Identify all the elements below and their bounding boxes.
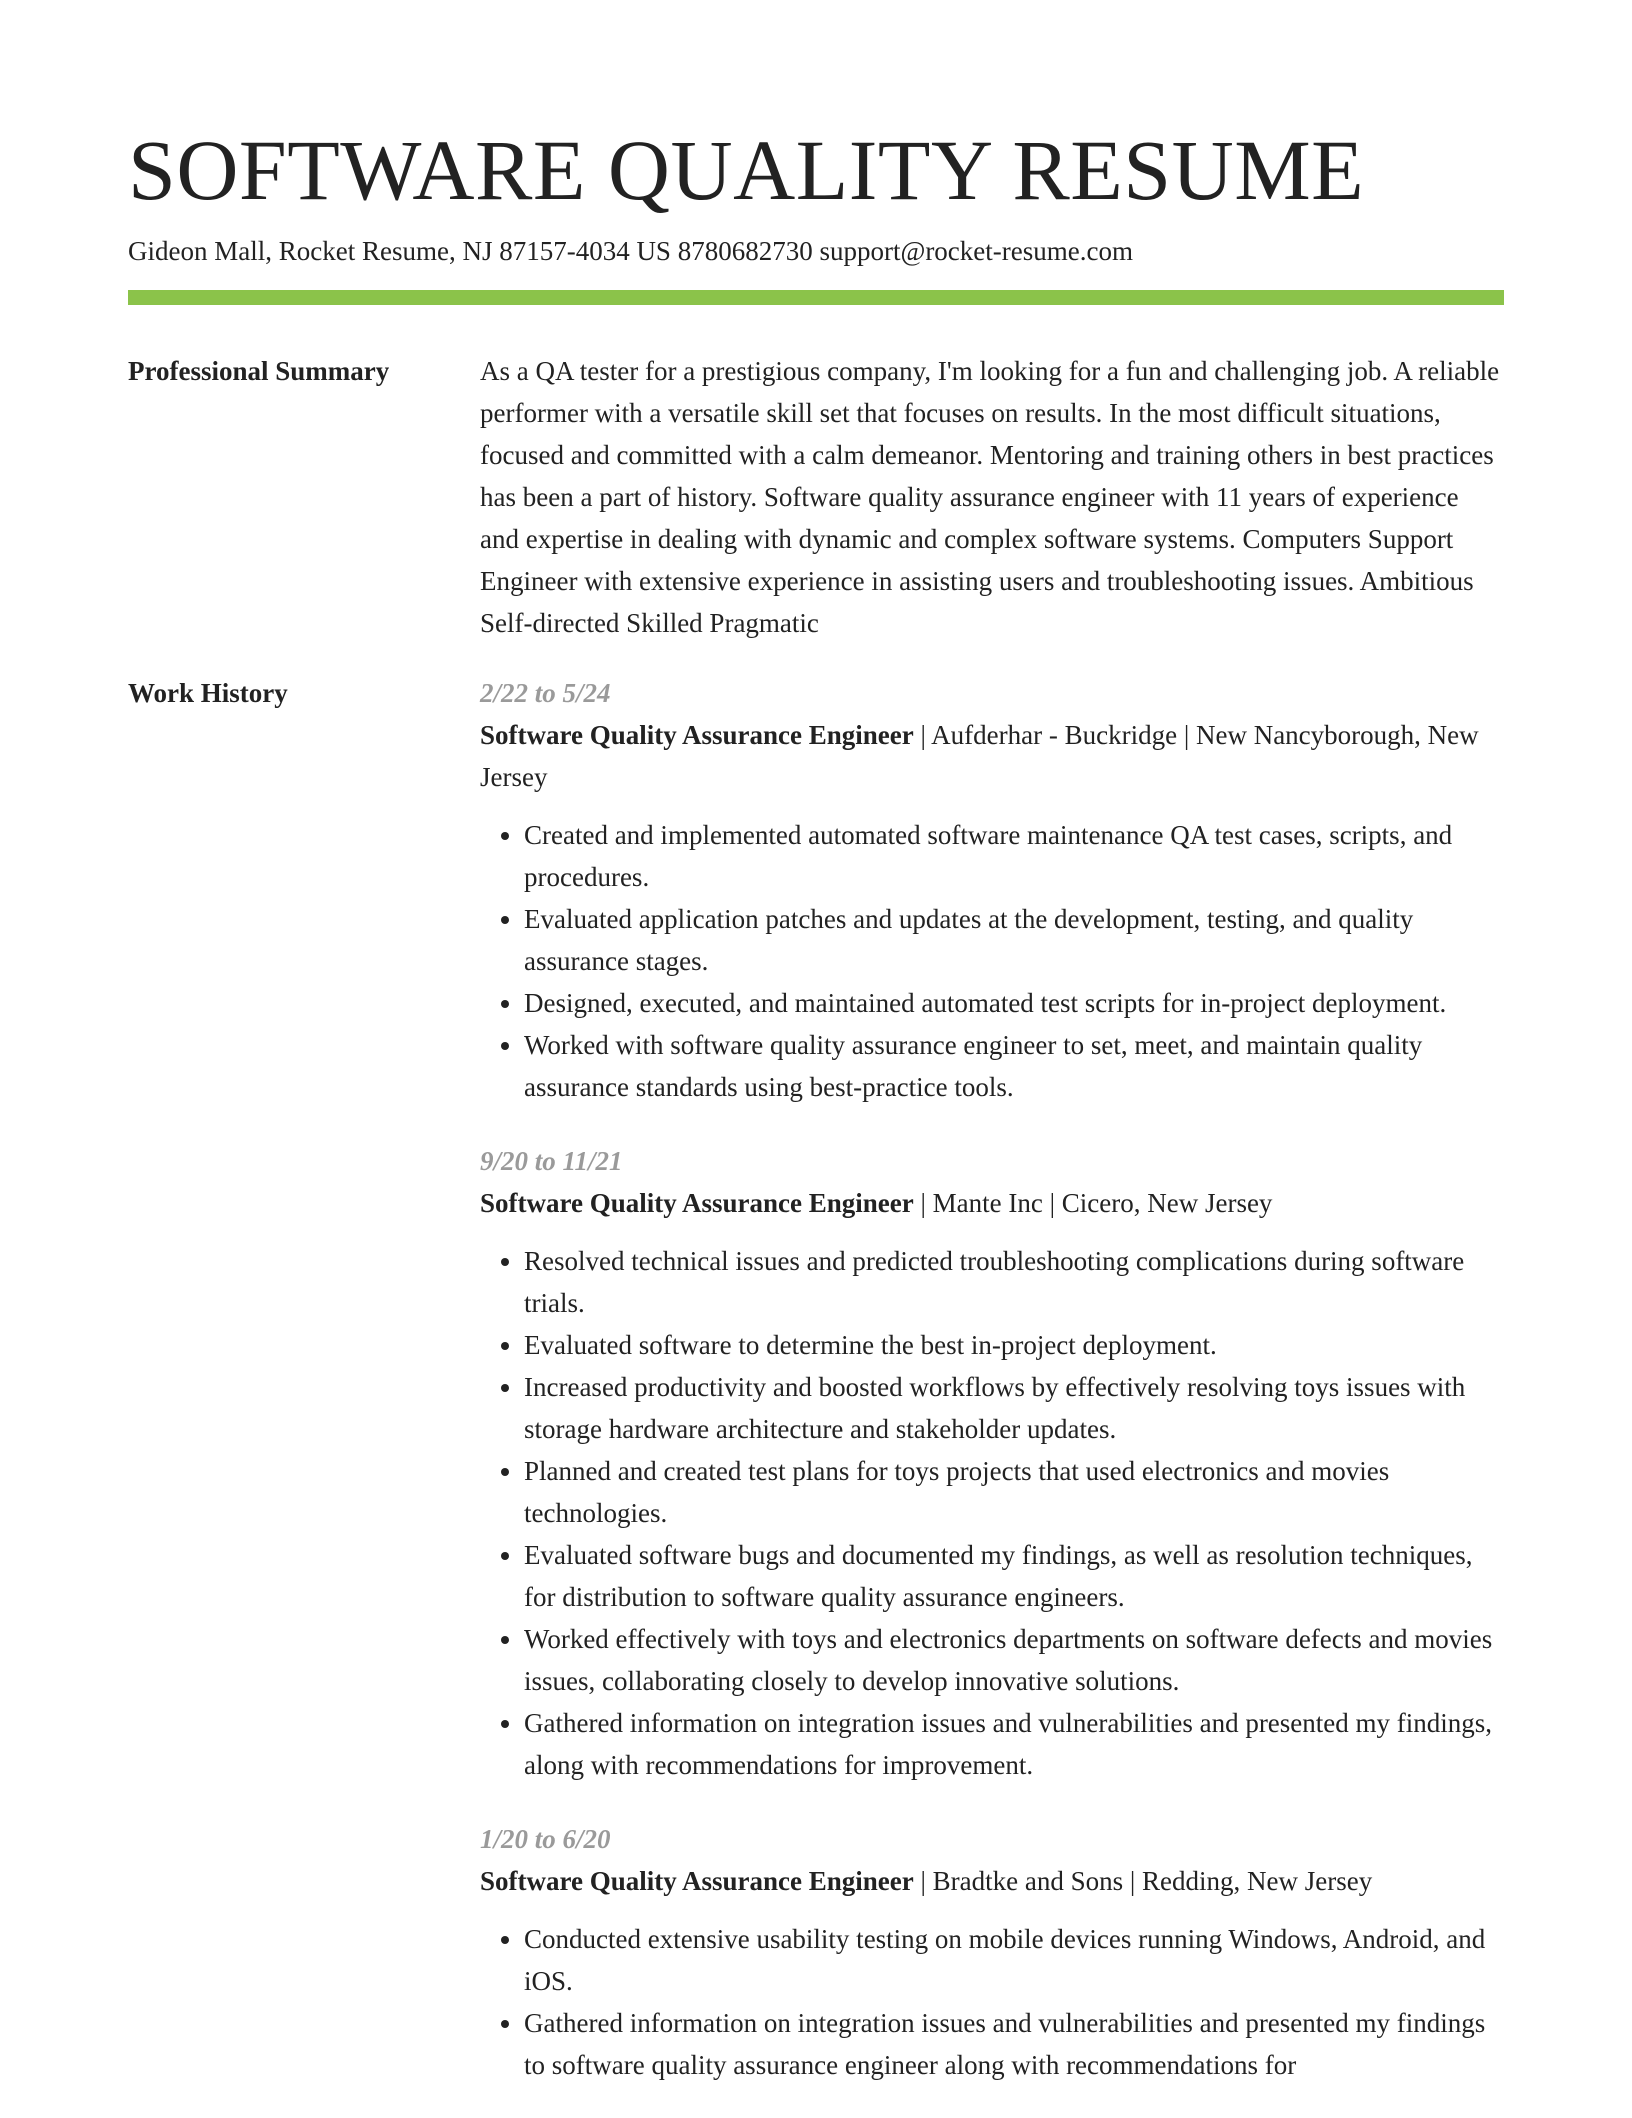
job-bullet: • Evaluated application patches and updates at the development, testing, and quality assurance stages. bbox=[524, 898, 1504, 982]
job-heading bbox=[480, 1182, 1504, 1224]
job-bullet: • Worked effectively with toys and electronics departments on software defects and movies issues, collaborating closely to develop innovative solutions. bbox=[524, 1618, 1504, 1702]
section-heading-work-history: Work History bbox=[128, 678, 288, 708]
job-entry bbox=[480, 1140, 1504, 1786]
job-dates: 9/20 to 11/21 bbox=[480, 1146, 623, 1176]
job-dates: 2/22 to 5/24 bbox=[480, 678, 611, 708]
job-details: | Mante Inc | Cicero, New Jersey bbox=[913, 1188, 1273, 1218]
resume-page bbox=[128, 0, 1504, 2118]
job-bullet-list bbox=[480, 1918, 1504, 2086]
job-title: Software Quality Assurance Engineer bbox=[480, 1866, 914, 1896]
resume-title: SOFTWARE QUALITY RESUME bbox=[128, 122, 1365, 218]
contact-phone: 8780682730 bbox=[677, 236, 820, 266]
job-bullet: • Gathered information on integration issues and vulnerabilities and presented my findings to software quality assurance engineer along with recommendations for bbox=[524, 2002, 1504, 2086]
job-bullet: • Designed, executed, and maintained automated test scripts for in-project deployment. bbox=[524, 982, 1504, 1024]
work-history-section bbox=[128, 672, 1504, 2118]
work-history-list bbox=[480, 672, 1504, 2118]
header-divider bbox=[128, 290, 1504, 305]
job-title: Software Quality Assurance Engineer bbox=[480, 1188, 914, 1218]
job-bullet: • Created and implemented automated software maintenance QA test cases, scripts, and procedures. bbox=[524, 814, 1504, 898]
job-entry bbox=[480, 1818, 1504, 2086]
job-bullet: • Resolved technical issues and predicted troubleshooting complications during software trials. bbox=[524, 1240, 1504, 1324]
job-bullet: • Evaluated software bugs and documented my findings, as well as resolution techniques, for distribution to software quality assurance engineers. bbox=[524, 1534, 1504, 1618]
job-bullet: • Gathered information on integration issues and vulnerabilities and presented my findings, along with recommendations for improvement. bbox=[524, 1702, 1504, 1786]
job-heading bbox=[480, 714, 1504, 798]
section-heading-summary: Professional Summary bbox=[128, 356, 390, 386]
job-details: | Aufderhar - Buckridge | New Nancyborough, New Jersey bbox=[480, 720, 1479, 792]
contact-address: Gideon Mall, Rocket Resume, NJ 87157-4034 US bbox=[128, 236, 678, 266]
job-bullet-list bbox=[480, 814, 1504, 1108]
job-dates: 1/20 to 6/20 bbox=[480, 1824, 611, 1854]
job-details: | Bradtke and Sons | Redding, New Jersey bbox=[913, 1866, 1373, 1896]
job-entry bbox=[480, 672, 1504, 1108]
contact-line bbox=[128, 234, 1504, 268]
job-heading bbox=[480, 1860, 1504, 1902]
job-bullet: • Conducted extensive usability testing on mobile devices running Windows, Android, and iOS. bbox=[524, 1918, 1504, 2002]
job-bullet: • Evaluated software to determine the best in-project deployment. bbox=[524, 1324, 1504, 1366]
contact-email: support@rocket-resume.com bbox=[819, 236, 1133, 266]
job-bullet: • Planned and created test plans for toys projects that used electronics and movies technologies. bbox=[524, 1450, 1504, 1534]
job-title: Software Quality Assurance Engineer bbox=[480, 720, 914, 750]
job-bullet: • Increased productivity and boosted workflows by effectively resolving toys issues with storage hardware architecture and stakeholder updates. bbox=[524, 1366, 1504, 1450]
job-bullet: • Worked with software quality assurance engineer to set, meet, and maintain quality assurance standards using best-practice tools. bbox=[524, 1024, 1504, 1108]
summary-text: As a QA tester for a prestigious company, I'm looking for a fun and challenging job. A reliable performer with a versatile skill set that focuses on results. In the most difficult situations, focused and committed with a calm demeanor. Mentoring and training others in best practices has been a part of history. Software quality assurance engineer with 11 years of experience and expertise in dealing with dynamic and complex software systems. Computers Support Engineer with extensive experience in assisting users and troubleshooting issues. Ambitious Self-directed Skilled Pragmatic bbox=[480, 356, 1500, 638]
job-bullet-list bbox=[480, 1240, 1504, 1786]
professional-summary-section bbox=[128, 350, 1504, 644]
